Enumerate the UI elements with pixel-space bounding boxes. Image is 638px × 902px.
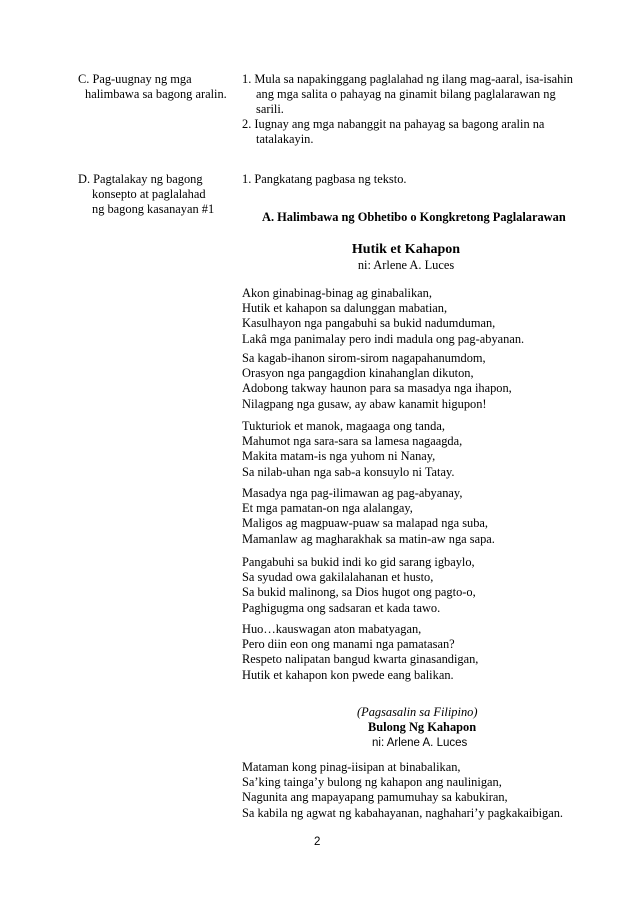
poem-line: Akon ginabinag-binag ag ginabalikan, [242,286,432,300]
section-c-label-line: C. Pag-uugnay ng mga [78,72,192,86]
section-d-label-line: D. Pagtalakay ng bagong [78,172,203,186]
section-c-label-line: halimbawa sa bagong aralin. [85,87,227,101]
poem-line: Kasulhayon nga pangabuhi sa bukid nadumduman, [242,316,496,331]
poem-line: Orasyon nga pangagdion kinahanglan dikuton, [242,366,474,381]
poem-line: Masadya nga pag-ilimawan ag pag-abyanay, [242,486,463,500]
item-line: ang mga salita o pahayag na ginamit bilang paglalarawan ng [256,87,556,101]
section-c-item-1 [242,72,573,117]
poem2-stanza [242,760,563,821]
translation-note: (Pagsasalin sa Filipino) [357,705,478,719]
poem-line: Mahumot nga sara-sara sa lamesa nagaagda, [242,434,463,449]
poem-line: Respeto nalipatan bangud kwarta ginasandigan, [242,652,479,667]
poem-stanza [242,351,512,412]
section-d-item: 1. Pangkatang pagbasa ng teksto. [242,172,407,186]
poem-stanza [242,622,478,683]
poem-line: Lakâ mga panimalay pero indi madula ong pag-abyanan. [242,331,525,346]
section-d-label [78,172,214,217]
poem-line: Paghigugma ong sadsaran et kada tawo. [242,600,441,615]
poem-line: Sa kagab-ihanon sirom-sirom nagapahanumdom, [242,351,486,365]
poem-stanza [242,286,524,347]
poem-stanza [242,555,476,616]
poem-line: Sa nilab-uhan nga sab-a konsuylo ni Tatay. [242,464,455,479]
poem-line: Et mga pamatan-on nga alalangay, [242,501,413,516]
section-d-label-line: ng bagong kasanayan #1 [92,202,215,216]
poem-line: Hutik et kahapon kon pwede eang balikan. [242,667,454,682]
poem-line: Hutik et kahapon sa dalunggan mabatian, [242,301,448,316]
poem2-title: Bulong Ng Kahapon [368,720,477,734]
item-line: 1. Mula sa napakinggang paglalahad ng ilang mag-aaral, isa-isahin [242,72,573,86]
poem-line: Sa’king tainga’y bulong ng kahapon ang naulinigan, [242,775,502,790]
item-line: tatalakayin. [256,132,314,146]
poem-line: Huo…kauswagan aton mabatyagan, [242,622,422,636]
poem-line: Pero diin eon ong manami nga pamatasan? [242,637,455,652]
poem-line: Sa syudad owa gakilalahanan et husto, [242,570,434,585]
poem-stanza [242,419,462,480]
poem-line: Makita matam-is nga yuhom ni Nanay, [242,449,436,464]
example-heading: A. Halimbawa ng Obhetibo o Kongkretong Paglalarawan [262,210,566,224]
poem-line: Pangabuhi sa bukid indi ko gid sarang igbaylo, [242,555,475,569]
page-number: 2 [314,836,321,848]
poem-line: Sa bukid malinong, sa Dios hugot ong pagto-o, [242,585,476,600]
poem-line: Maligos ag magpuaw-puaw sa malapad nga suba, [242,516,489,531]
poem2-author: ni: Arlene A. Luces [372,737,468,749]
poem-line: Nagunita ang mapayapang pamumuhay sa kabukiran, [242,790,508,805]
poem-line: Nilagpang nga gusaw, ay abaw kanamit higupon! [242,396,487,411]
poem-stanza [242,486,495,547]
poem-line: Adobong takway haunon para sa masadya nga ihapon, [242,381,512,396]
poem-line: Mamanlaw ag magharakhak sa matin-aw nga sapa. [242,531,495,546]
poem-author: ni: Arlene A. Luces [357,258,455,272]
section-c-label [78,72,227,102]
poem-line: Mataman kong pinag-iisipan at binabalikan, [242,760,461,774]
poem-title: Hutik et Kahapon [351,242,461,257]
item-line: 2. Iugnay ang mga nabanggit na pahayag sa bagong aralin na [242,117,545,131]
poem-line: Tukturiok et manok, magaaga ong tanda, [242,419,445,433]
section-d-label-line: konsepto at paglalahad [92,187,206,201]
section-c-item-2 [242,117,544,147]
poem-line: Sa kabila ng agwat ng kabahayanan, naghahari’y pagkakaibigan. [242,805,564,820]
item-line: sarili. [256,102,284,116]
